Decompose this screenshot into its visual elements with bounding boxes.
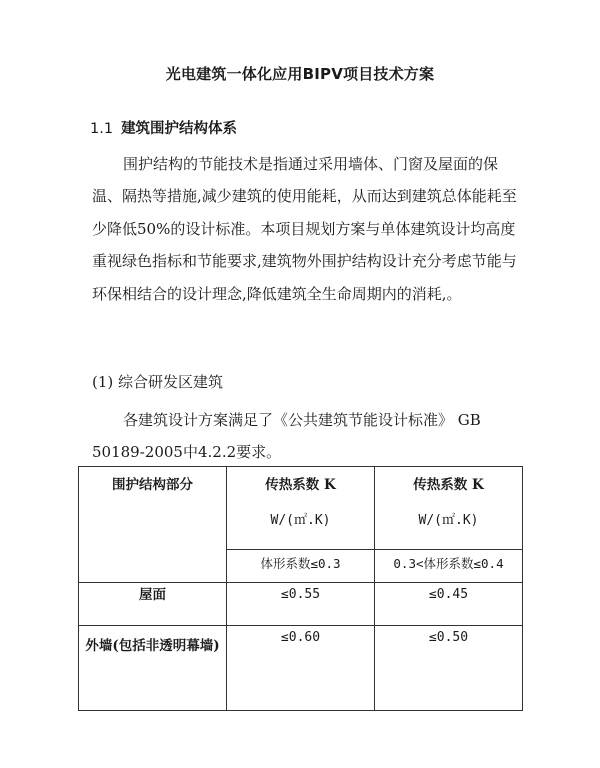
section-title: 建筑围护结构体系 [121,121,238,137]
header-k1-unit: W/(㎡.K) [270,513,331,528]
header-envelope-label: 围护结构部分 [112,477,193,493]
shape-coefficient-1: 体形系数≤0.3 [227,550,375,583]
intro-paragraph: 围护结构的节能技术是指通过采用墙体、门窗及屋面的保温、隔热等措施,减少建筑的使用能耗，从而达到建筑总体能耗至少降低50%的设计标准。本项目规划方案与单体建筑设计均高度重视绿色指标和节能要求,建筑物外围护结构设计充分考虑节能与环保相结合的设计理念,降低建筑全生命周期内的消耗,。 [92,155,517,303]
header-cell-k1 [227,467,375,550]
row-label-roof: 屋面 [79,583,227,626]
header-cell-k2 [375,467,523,550]
thermal-spec-table [78,466,523,711]
row-value-wall-1: ≤0.60 [227,626,375,711]
shape-coefficient-2: 0.3<体形系数≤0.4 [375,550,523,583]
table-row [79,583,523,626]
header-k2-unit: W/(㎡.K) [418,513,479,528]
subsection-heading: (1) 综合研发区建筑 [92,373,224,391]
row-value-wall-2: ≤0.50 [375,626,523,711]
section-number: 1.1 [90,121,114,137]
section-heading [90,117,237,138]
row-value-roof-2: ≤0.45 [375,583,523,626]
standard-paragraph: 各建筑设计方案满足了《公共建筑节能设计标准》 GB 50189-2005中4.2.2要求。 [92,411,481,461]
header-cell-envelope [79,467,227,583]
row-label-wall: 外墙(包括非透明幕墙) [79,626,227,711]
document-title: 光电建筑一体化应用BIPV项目技术方案 [165,65,435,83]
row-value-roof-1: ≤0.55 [227,583,375,626]
header-k1-label: 传热系数 K [265,477,336,493]
table-header-row [79,467,523,550]
table-row [79,626,523,711]
header-k2-label: 传热系数 K [413,477,484,493]
